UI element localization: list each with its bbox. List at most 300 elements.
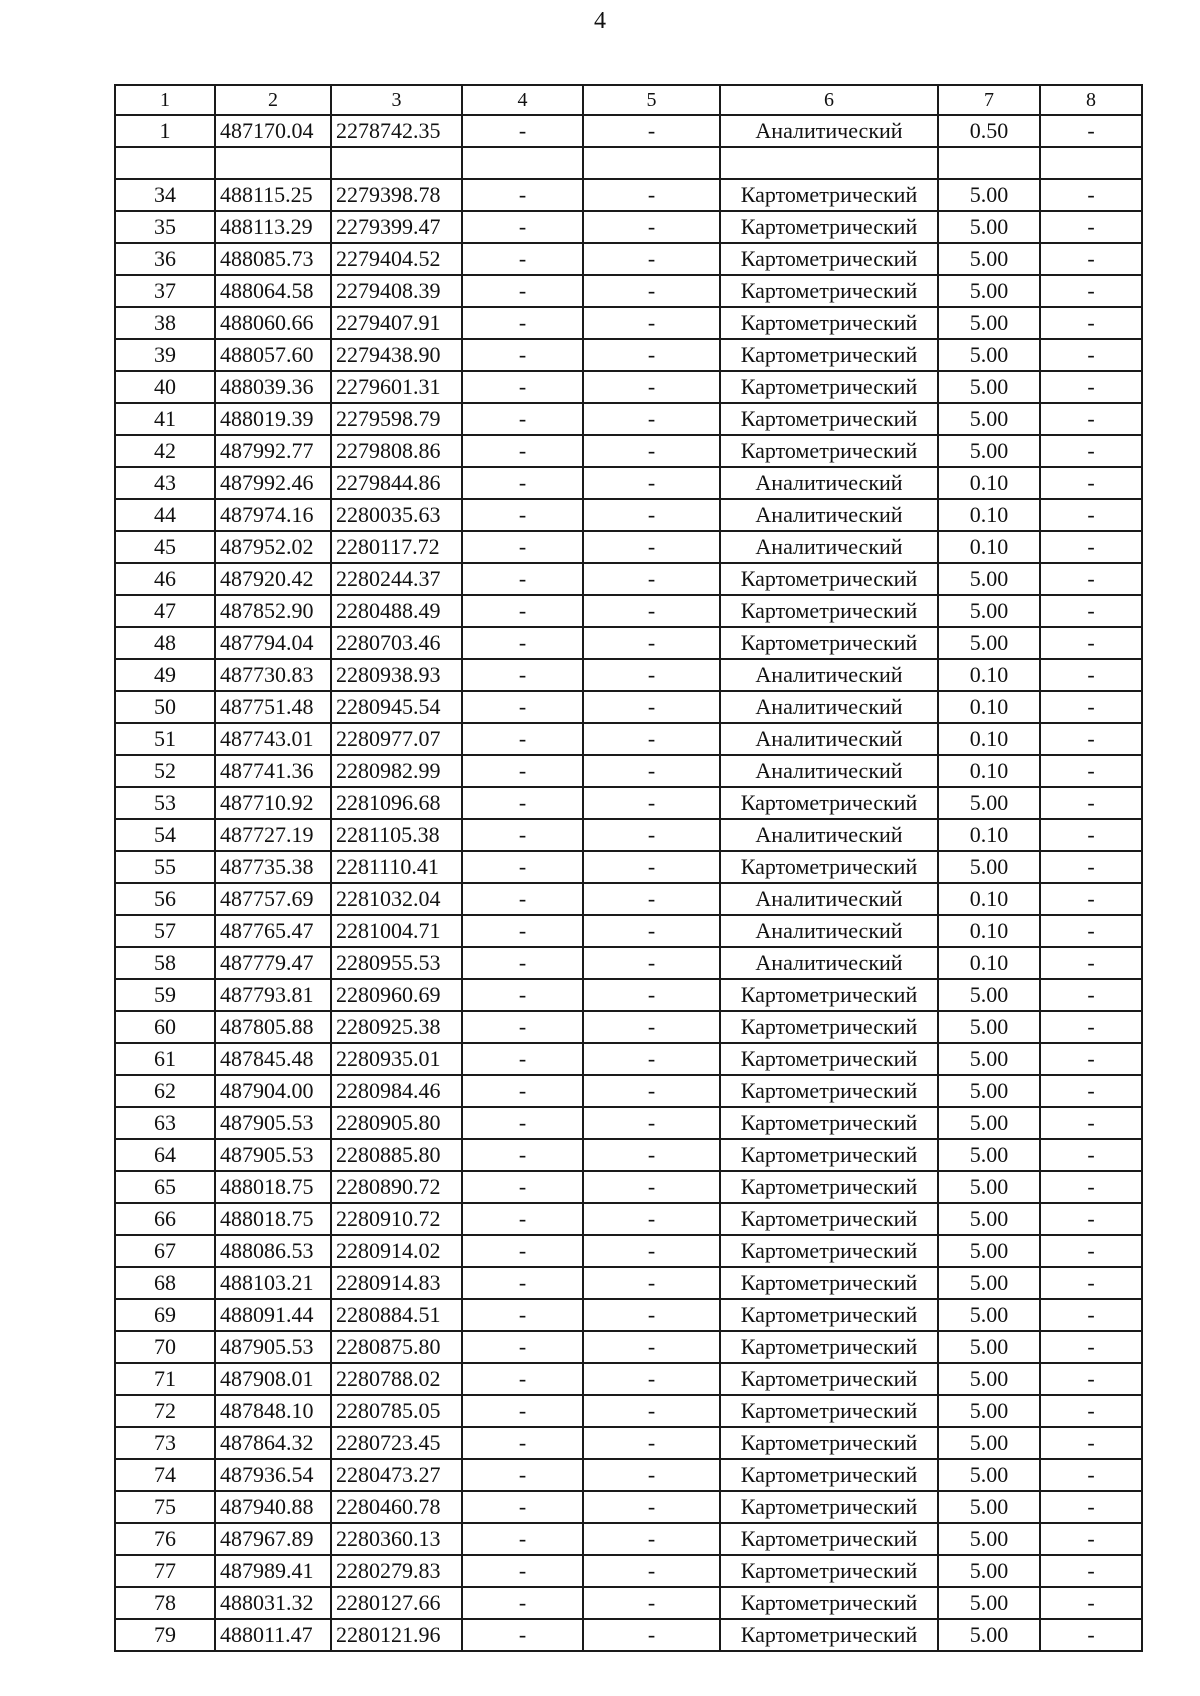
col4-cell: -	[462, 627, 583, 659]
col4-cell: -	[462, 211, 583, 243]
col8-cell: -	[1040, 915, 1142, 947]
method-cell: Картометрический	[720, 1395, 938, 1427]
col8-cell: -	[1040, 819, 1142, 851]
column-header: 8	[1040, 85, 1142, 115]
col8-cell: -	[1040, 371, 1142, 403]
method-cell: Аналитический	[720, 883, 938, 915]
col5-cell: -	[583, 979, 720, 1011]
y-coordinate-cell: 2281032.04	[331, 883, 462, 915]
accuracy-cell: 5.00	[938, 1139, 1040, 1171]
col5-cell: -	[583, 1203, 720, 1235]
point-number-cell: 49	[115, 659, 215, 691]
col8-cell: -	[1040, 1075, 1142, 1107]
col4-cell: -	[462, 947, 583, 979]
col5-cell: -	[583, 243, 720, 275]
method-cell: Картометрический	[720, 787, 938, 819]
col4-cell: -	[462, 1299, 583, 1331]
x-coordinate-cell: 487920.42	[215, 563, 331, 595]
col5-cell: -	[583, 1555, 720, 1587]
accuracy-cell: 0.10	[938, 659, 1040, 691]
col4-cell: -	[462, 435, 583, 467]
accuracy-cell: 0.10	[938, 947, 1040, 979]
point-number-cell: 43	[115, 467, 215, 499]
x-coordinate-cell: 488018.75	[215, 1203, 331, 1235]
accuracy-cell: 5.00	[938, 1043, 1040, 1075]
col4-cell: -	[462, 339, 583, 371]
col5-cell: -	[583, 1299, 720, 1331]
x-coordinate-cell: 487864.32	[215, 1427, 331, 1459]
accuracy-cell: 5.00	[938, 307, 1040, 339]
table-row	[115, 1331, 1142, 1363]
point-number-cell: 69	[115, 1299, 215, 1331]
col8-cell: -	[1040, 1587, 1142, 1619]
point-number-cell: 35	[115, 211, 215, 243]
x-coordinate-cell: 487735.38	[215, 851, 331, 883]
col8-cell: -	[1040, 275, 1142, 307]
col8-cell: -	[1040, 755, 1142, 787]
table-row	[115, 307, 1142, 339]
col8-cell: -	[1040, 1235, 1142, 1267]
point-number-cell: 34	[115, 179, 215, 211]
table-row	[115, 1491, 1142, 1523]
y-coordinate-cell: 2280925.38	[331, 1011, 462, 1043]
col8-cell: -	[1040, 1011, 1142, 1043]
table-row	[115, 1619, 1142, 1651]
accuracy-cell: 0.10	[938, 691, 1040, 723]
point-number-cell: 54	[115, 819, 215, 851]
accuracy-cell: 5.00	[938, 435, 1040, 467]
col5-cell: -	[583, 595, 720, 627]
col5-cell: -	[583, 435, 720, 467]
col4-cell: -	[462, 1587, 583, 1619]
col4-cell: -	[462, 371, 583, 403]
point-number-cell: 38	[115, 307, 215, 339]
accuracy-cell: 5.00	[938, 1523, 1040, 1555]
x-coordinate-cell: 487848.10	[215, 1395, 331, 1427]
y-coordinate-cell: 2280360.13	[331, 1523, 462, 1555]
col5-cell: -	[583, 1395, 720, 1427]
point-number-cell: 55	[115, 851, 215, 883]
y-coordinate-cell: 2280945.54	[331, 691, 462, 723]
col5-cell: -	[583, 851, 720, 883]
y-coordinate-cell: 2279407.91	[331, 307, 462, 339]
col8-cell: -	[1040, 1619, 1142, 1651]
y-coordinate-cell: 2279408.39	[331, 275, 462, 307]
y-coordinate-cell: 2281004.71	[331, 915, 462, 947]
x-coordinate-cell: 487936.54	[215, 1459, 331, 1491]
table-row	[115, 1523, 1142, 1555]
x-coordinate-cell: 488115.25	[215, 179, 331, 211]
col8-cell: -	[1040, 659, 1142, 691]
x-coordinate-cell: 488086.53	[215, 1235, 331, 1267]
table-row	[115, 1235, 1142, 1267]
table-row	[115, 1203, 1142, 1235]
method-cell: Аналитический	[720, 659, 938, 691]
col5-cell: -	[583, 723, 720, 755]
x-coordinate-cell: 487992.46	[215, 467, 331, 499]
y-coordinate-cell: 2280785.05	[331, 1395, 462, 1427]
method-cell: Картометрический	[720, 979, 938, 1011]
col8-cell: -	[1040, 1491, 1142, 1523]
y-coordinate-cell: 2279808.86	[331, 435, 462, 467]
y-coordinate-cell: 2280955.53	[331, 947, 462, 979]
col4-cell: -	[462, 1491, 583, 1523]
method-cell: Картометрический	[720, 435, 938, 467]
method-cell: Аналитический	[720, 691, 938, 723]
y-coordinate-cell: 2280117.72	[331, 531, 462, 563]
table-row	[115, 1267, 1142, 1299]
accuracy-cell: 5.00	[938, 1299, 1040, 1331]
table-row	[115, 883, 1142, 915]
accuracy-cell: 5.00	[938, 1427, 1040, 1459]
x-coordinate-cell: 487170.04	[215, 115, 331, 147]
point-number-cell: 78	[115, 1587, 215, 1619]
col5-cell: -	[583, 627, 720, 659]
col5-cell: -	[583, 1491, 720, 1523]
y-coordinate-cell: 2280984.46	[331, 1075, 462, 1107]
table-row	[115, 1587, 1142, 1619]
method-cell: Картометрический	[720, 1555, 938, 1587]
y-coordinate-cell: 2280127.66	[331, 1587, 462, 1619]
x-coordinate-cell: 487967.89	[215, 1523, 331, 1555]
x-coordinate-cell: 488091.44	[215, 1299, 331, 1331]
table-row	[115, 179, 1142, 211]
method-cell: Картометрический	[720, 1491, 938, 1523]
accuracy-cell: 5.00	[938, 339, 1040, 371]
col5-cell: -	[583, 1363, 720, 1395]
x-coordinate-cell: 487757.69	[215, 883, 331, 915]
accuracy-cell: 5.00	[938, 563, 1040, 595]
method-cell: Аналитический	[720, 531, 938, 563]
col8-cell	[1040, 147, 1142, 179]
col8-cell: -	[1040, 723, 1142, 755]
method-cell	[720, 147, 938, 179]
col4-cell: -	[462, 1235, 583, 1267]
point-number-cell: 63	[115, 1107, 215, 1139]
point-number-cell	[115, 147, 215, 179]
point-number-cell: 48	[115, 627, 215, 659]
y-coordinate-cell: 2279601.31	[331, 371, 462, 403]
col8-cell: -	[1040, 435, 1142, 467]
x-coordinate-cell: 487741.36	[215, 755, 331, 787]
col8-cell: -	[1040, 1395, 1142, 1427]
method-cell: Картометрический	[720, 1139, 938, 1171]
method-cell: Картометрический	[720, 1523, 938, 1555]
col4-cell: -	[462, 883, 583, 915]
point-number-cell: 41	[115, 403, 215, 435]
method-cell: Картометрический	[720, 1235, 938, 1267]
point-number-cell: 50	[115, 691, 215, 723]
accuracy-cell: 5.00	[938, 275, 1040, 307]
table-row	[115, 755, 1142, 787]
accuracy-cell: 5.00	[938, 179, 1040, 211]
col5-cell: -	[583, 1587, 720, 1619]
y-coordinate-cell: 2280885.80	[331, 1139, 462, 1171]
method-cell: Картометрический	[720, 275, 938, 307]
col5-cell: -	[583, 1139, 720, 1171]
col8-cell: -	[1040, 1427, 1142, 1459]
table-row	[115, 147, 1142, 179]
col8-cell: -	[1040, 1107, 1142, 1139]
method-cell: Аналитический	[720, 467, 938, 499]
x-coordinate-cell: 487992.77	[215, 435, 331, 467]
column-header: 2	[215, 85, 331, 115]
col5-cell: -	[583, 1107, 720, 1139]
x-coordinate-cell: 488085.73	[215, 243, 331, 275]
x-coordinate-cell: 487743.01	[215, 723, 331, 755]
table-header-row	[115, 85, 1142, 115]
col4-cell: -	[462, 1043, 583, 1075]
table-row	[115, 467, 1142, 499]
table-row	[115, 531, 1142, 563]
accuracy-cell: 0.10	[938, 883, 1040, 915]
method-cell: Картометрический	[720, 307, 938, 339]
y-coordinate-cell: 2280723.45	[331, 1427, 462, 1459]
x-coordinate-cell: 488031.32	[215, 1587, 331, 1619]
col4-cell: -	[462, 659, 583, 691]
col8-cell: -	[1040, 1363, 1142, 1395]
method-cell: Аналитический	[720, 947, 938, 979]
method-cell: Картометрический	[720, 1427, 938, 1459]
method-cell: Картометрический	[720, 211, 938, 243]
method-cell: Аналитический	[720, 115, 938, 147]
col8-cell: -	[1040, 1299, 1142, 1331]
method-cell: Картометрический	[720, 1171, 938, 1203]
table-row	[115, 115, 1142, 147]
x-coordinate-cell: 487805.88	[215, 1011, 331, 1043]
x-coordinate-cell: 487940.88	[215, 1491, 331, 1523]
accuracy-cell: 5.00	[938, 211, 1040, 243]
col8-cell: -	[1040, 1139, 1142, 1171]
col8-cell: -	[1040, 1523, 1142, 1555]
y-coordinate-cell: 2280875.80	[331, 1331, 462, 1363]
table-row	[115, 211, 1142, 243]
col8-cell: -	[1040, 339, 1142, 371]
x-coordinate-cell: 487794.04	[215, 627, 331, 659]
point-number-cell: 61	[115, 1043, 215, 1075]
col4-cell: -	[462, 691, 583, 723]
col5-cell: -	[583, 1523, 720, 1555]
col5-cell: -	[583, 275, 720, 307]
accuracy-cell	[938, 147, 1040, 179]
table-row	[115, 947, 1142, 979]
method-cell: Картометрический	[720, 371, 938, 403]
method-cell: Картометрический	[720, 595, 938, 627]
method-cell: Аналитический	[720, 915, 938, 947]
col8-cell: -	[1040, 851, 1142, 883]
method-cell: Картометрический	[720, 1459, 938, 1491]
col5-cell: -	[583, 755, 720, 787]
point-number-cell: 45	[115, 531, 215, 563]
column-header: 6	[720, 85, 938, 115]
col8-cell: -	[1040, 1267, 1142, 1299]
col5-cell: -	[583, 883, 720, 915]
point-number-cell: 36	[115, 243, 215, 275]
method-cell: Картометрический	[720, 1299, 938, 1331]
point-number-cell: 59	[115, 979, 215, 1011]
col5-cell: -	[583, 1459, 720, 1491]
col5-cell: -	[583, 1267, 720, 1299]
col8-cell: -	[1040, 627, 1142, 659]
table-row	[115, 819, 1142, 851]
method-cell: Картометрический	[720, 1011, 938, 1043]
col4-cell: -	[462, 403, 583, 435]
accuracy-cell: 5.00	[938, 1107, 1040, 1139]
col8-cell: -	[1040, 1555, 1142, 1587]
column-header: 7	[938, 85, 1040, 115]
y-coordinate-cell: 2280460.78	[331, 1491, 462, 1523]
y-coordinate-cell: 2280910.72	[331, 1203, 462, 1235]
col5-cell: -	[583, 115, 720, 147]
col8-cell: -	[1040, 211, 1142, 243]
accuracy-cell: 0.10	[938, 755, 1040, 787]
method-cell: Картометрический	[720, 179, 938, 211]
accuracy-cell: 5.00	[938, 371, 1040, 403]
col4-cell: -	[462, 1619, 583, 1651]
x-coordinate-cell: 487908.01	[215, 1363, 331, 1395]
col8-cell: -	[1040, 243, 1142, 275]
method-cell: Картометрический	[720, 1267, 938, 1299]
col5-cell: -	[583, 691, 720, 723]
col8-cell: -	[1040, 1171, 1142, 1203]
method-cell: Картометрический	[720, 1363, 938, 1395]
y-coordinate-cell: 2281105.38	[331, 819, 462, 851]
col5-cell: -	[583, 1075, 720, 1107]
col4-cell: -	[462, 115, 583, 147]
table-row	[115, 403, 1142, 435]
table-row	[115, 979, 1142, 1011]
accuracy-cell: 0.50	[938, 115, 1040, 147]
col8-cell: -	[1040, 307, 1142, 339]
x-coordinate-cell: 487751.48	[215, 691, 331, 723]
accuracy-cell: 0.10	[938, 723, 1040, 755]
y-coordinate-cell: 2281096.68	[331, 787, 462, 819]
y-coordinate-cell: 2280473.27	[331, 1459, 462, 1491]
method-cell: Картометрический	[720, 851, 938, 883]
column-header: 5	[583, 85, 720, 115]
x-coordinate-cell: 488019.39	[215, 403, 331, 435]
method-cell: Аналитический	[720, 755, 938, 787]
col4-cell: -	[462, 1555, 583, 1587]
y-coordinate-cell: 2280914.83	[331, 1267, 462, 1299]
col4-cell: -	[462, 275, 583, 307]
point-number-cell: 73	[115, 1427, 215, 1459]
y-coordinate-cell: 2279438.90	[331, 339, 462, 371]
table-row	[115, 627, 1142, 659]
col5-cell: -	[583, 211, 720, 243]
point-number-cell: 47	[115, 595, 215, 627]
x-coordinate-cell: 488039.36	[215, 371, 331, 403]
col4-cell: -	[462, 1363, 583, 1395]
col8-cell: -	[1040, 115, 1142, 147]
col5-cell: -	[583, 563, 720, 595]
accuracy-cell: 5.00	[938, 243, 1040, 275]
x-coordinate-cell: 487793.81	[215, 979, 331, 1011]
method-cell: Картометрический	[720, 403, 938, 435]
table-row	[115, 1075, 1142, 1107]
table-row	[115, 723, 1142, 755]
col4-cell: -	[462, 915, 583, 947]
col5-cell: -	[583, 371, 720, 403]
point-number-cell: 68	[115, 1267, 215, 1299]
point-number-cell: 66	[115, 1203, 215, 1235]
table-row	[115, 1011, 1142, 1043]
table-row	[115, 1555, 1142, 1587]
accuracy-cell: 0.10	[938, 499, 1040, 531]
y-coordinate-cell: 2280935.01	[331, 1043, 462, 1075]
accuracy-cell: 5.00	[938, 851, 1040, 883]
accuracy-cell: 5.00	[938, 1075, 1040, 1107]
point-number-cell: 76	[115, 1523, 215, 1555]
x-coordinate-cell: 487852.90	[215, 595, 331, 627]
col4-cell: -	[462, 819, 583, 851]
accuracy-cell: 5.00	[938, 595, 1040, 627]
x-coordinate-cell: 488018.75	[215, 1171, 331, 1203]
point-number-cell: 53	[115, 787, 215, 819]
method-cell: Картометрический	[720, 243, 938, 275]
col5-cell: -	[583, 531, 720, 563]
y-coordinate-cell: 2278742.35	[331, 115, 462, 147]
table-body	[115, 115, 1142, 1651]
col8-cell: -	[1040, 947, 1142, 979]
x-coordinate-cell: 487765.47	[215, 915, 331, 947]
x-coordinate-cell: 488113.29	[215, 211, 331, 243]
x-coordinate-cell: 488064.58	[215, 275, 331, 307]
col5-cell: -	[583, 1043, 720, 1075]
x-coordinate-cell: 488011.47	[215, 1619, 331, 1651]
method-cell: Картометрический	[720, 1075, 938, 1107]
col5-cell: -	[583, 1619, 720, 1651]
point-number-cell: 40	[115, 371, 215, 403]
table-row	[115, 1299, 1142, 1331]
y-coordinate-cell: 2280703.46	[331, 627, 462, 659]
x-coordinate-cell: 487730.83	[215, 659, 331, 691]
col8-cell: -	[1040, 563, 1142, 595]
table-row	[115, 659, 1142, 691]
accuracy-cell: 5.00	[938, 1011, 1040, 1043]
col5-cell: -	[583, 179, 720, 211]
col8-cell: -	[1040, 883, 1142, 915]
col5-cell: -	[583, 1235, 720, 1267]
table-row	[115, 1427, 1142, 1459]
col4-cell: -	[462, 1139, 583, 1171]
col4-cell: -	[462, 1523, 583, 1555]
point-number-cell: 72	[115, 1395, 215, 1427]
page-number: 4	[594, 8, 606, 34]
table-row	[115, 1171, 1142, 1203]
col5-cell: -	[583, 915, 720, 947]
col5-cell: -	[583, 1427, 720, 1459]
accuracy-cell: 5.00	[938, 1331, 1040, 1363]
col8-cell: -	[1040, 1203, 1142, 1235]
table-row	[115, 851, 1142, 883]
y-coordinate-cell: 2280884.51	[331, 1299, 462, 1331]
x-coordinate-cell: 487905.53	[215, 1107, 331, 1139]
accuracy-cell: 5.00	[938, 1587, 1040, 1619]
table-row	[115, 1139, 1142, 1171]
col4-cell: -	[462, 1395, 583, 1427]
column-header: 4	[462, 85, 583, 115]
point-number-cell: 75	[115, 1491, 215, 1523]
table-row	[115, 1363, 1142, 1395]
x-coordinate-cell: 487845.48	[215, 1043, 331, 1075]
col8-cell: -	[1040, 403, 1142, 435]
col8-cell: -	[1040, 1459, 1142, 1491]
col4-cell: -	[462, 851, 583, 883]
col8-cell: -	[1040, 787, 1142, 819]
x-coordinate-cell: 488103.21	[215, 1267, 331, 1299]
col4-cell: -	[462, 1075, 583, 1107]
